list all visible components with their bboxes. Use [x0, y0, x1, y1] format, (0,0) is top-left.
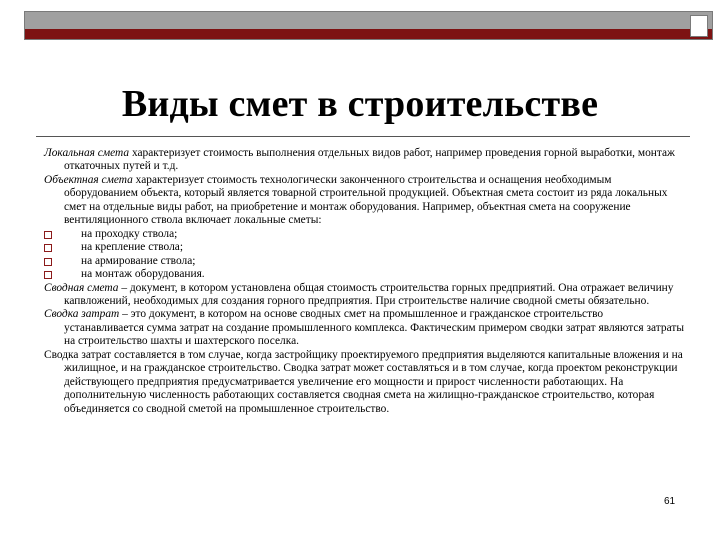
text-object-estimate: характеризует стоимость технологически законченного строительства и оснащения необходимым оборудованием объекта, который является товарной строительной продукцией. Объектная смета состоит из ряда локальных смет на отдельные виды работ, на приобретение и монтаж оборудования. Например, объектная смета на сооружение вентиляционного ствола включает локальные сметы:: [64, 173, 668, 227]
bullet-text: на проходку ствола;: [81, 227, 178, 240]
paragraph-summary-estimate: [44, 282, 684, 309]
decorative-header-bar: [24, 11, 713, 40]
slide-body: [44, 147, 684, 416]
bullet-text: на армирование ствола;: [81, 254, 196, 267]
title-underline: [36, 136, 690, 137]
term-cost-summary: Сводка затрат: [44, 308, 120, 321]
bullet-item: [44, 255, 684, 268]
paragraph-local-estimate: [44, 147, 684, 174]
header-red-band: [25, 29, 712, 39]
term-summary-estimate: Сводная смета: [44, 281, 119, 294]
slide-title: Виды смет в строительстве: [121, 83, 599, 125]
header-grey-band: [25, 12, 712, 29]
paragraph-object-estimate: [44, 174, 684, 228]
page-number: 61: [664, 496, 676, 507]
header-corner-square: [690, 15, 708, 37]
bullet-item: [44, 268, 684, 281]
bullet-item: [44, 228, 684, 241]
bullet-text: на монтаж оборудования.: [81, 268, 205, 281]
text-summary-estimate: – документ, в котором установлена общая стоимость строительства горных предприятий. Она отражает величину капвложений, необходимых для создания горного предприятия. При строительстве наличие сводной сметы обязательно.: [64, 281, 674, 307]
bullet-text: на крепление ствола;: [81, 241, 183, 254]
bullet-square-icon: [44, 258, 52, 266]
bullet-square-icon: [44, 244, 52, 252]
text-local-estimate: характеризует стоимость выполнения отдельных видов работ, например проведения горной выработки, монтаж откаточных путей и т.д.: [64, 147, 675, 173]
paragraph-final: Сводка затрат составляется в том случае, когда застройщику проектируемого предприятия выделяются капитальные вложения и на жилищное, и на гражданское строительство. Сводка затрат может составляться и в том случае, когда проектом реконструкции действующего предприятия предусматривается увеличение его мощности и прирост численности работающих. На дополнительную численность работающих составляется сводная смета на жилищно-гражданское строительство, которая объединяется со сводной сметой на промышленное строительство.: [44, 348, 683, 415]
term-local-estimate: Локальная смета: [44, 147, 130, 159]
term-object-estimate: Объектная смета: [44, 173, 133, 186]
bullet-item: [44, 241, 684, 254]
paragraph-cost-summary: [44, 308, 684, 348]
text-cost-summary: – это документ, в котором на основе сводных смет на промышленное и гражданское строительство устанавливается сумма затрат на создание промышленного комплекса. Фактическим примером сводки затрат являются затраты на строительство шахты и шахтерского поселка.: [64, 308, 684, 348]
bullet-square-icon: [44, 271, 52, 279]
bullet-square-icon: [44, 231, 52, 239]
